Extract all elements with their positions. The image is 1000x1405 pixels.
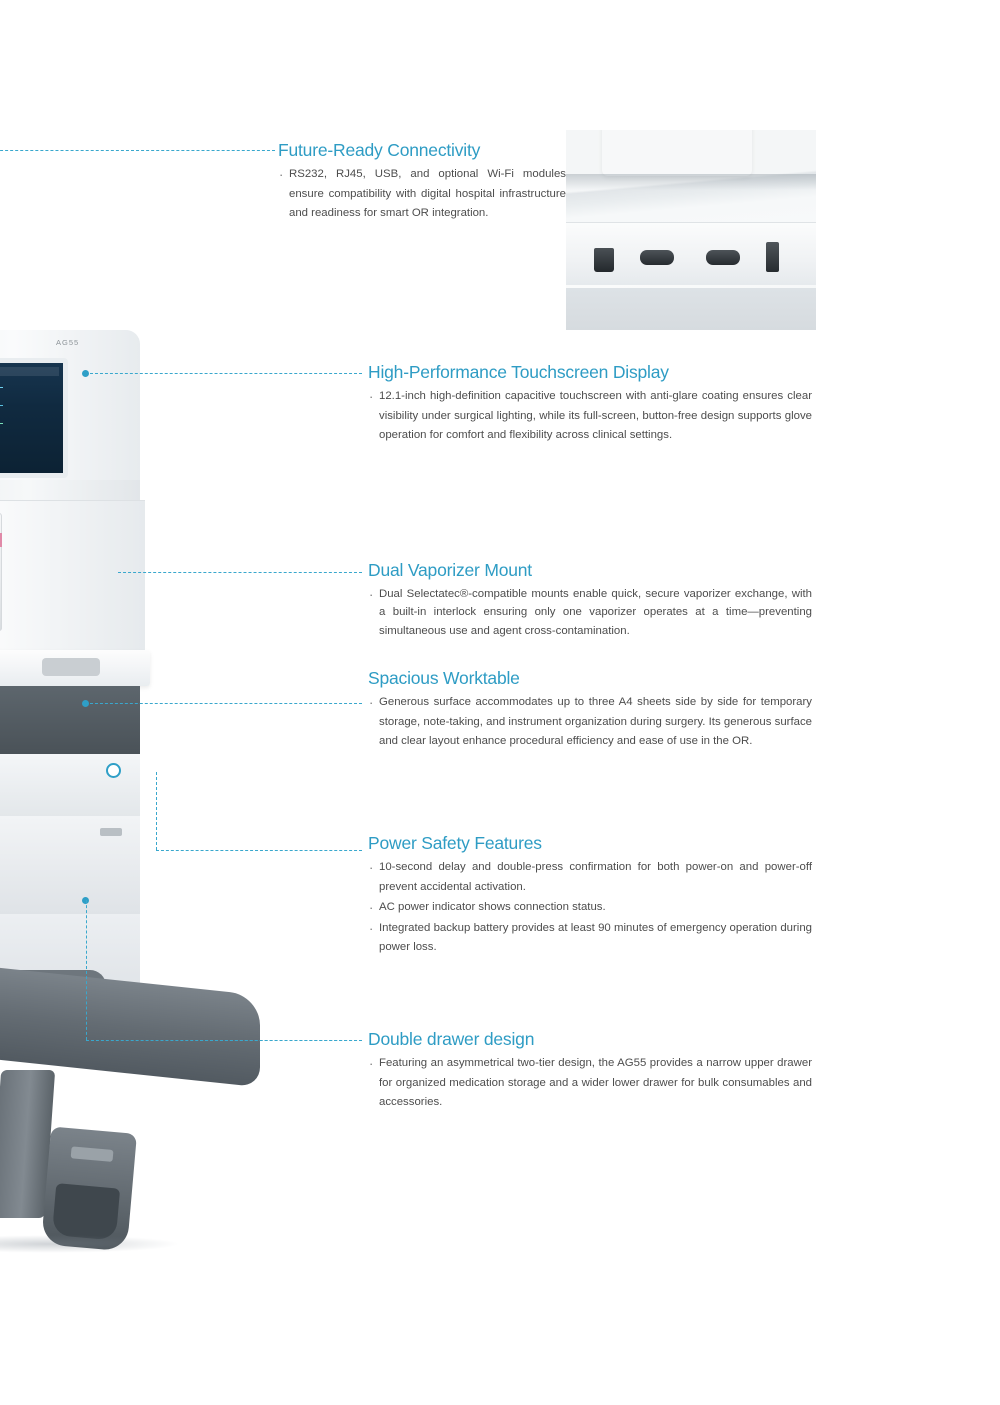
feature-power-safety (368, 833, 812, 959)
list-item: · Featuring an asymmetrical two-tier design, the AG55 provides a narrow upper drawer for organized medication storage and a wider lower drawer for bulk consumables and accessories. (368, 1054, 812, 1113)
touchscreen-content (0, 363, 63, 473)
leader-power (156, 850, 362, 851)
drawer-pull (100, 828, 122, 836)
feature-bullets-drawers (368, 1054, 812, 1113)
callout-dot-worktable (82, 700, 89, 707)
feature-title-vaporizer: Dual Vaporizer Mount (368, 560, 532, 580)
leader-drawers-vertical (86, 900, 87, 1040)
leader-vaporizer (118, 572, 362, 573)
rj45-port-icon (594, 248, 614, 272)
worktable-handle (42, 658, 100, 676)
vaporizer-right-color-band (0, 533, 2, 547)
leader-drawers-2 (200, 1040, 362, 1041)
list-item: · Dual Selectatec®-compatible mounts enable quick, secure vaporizer exchange, with a built-in interlock ensuring only one vaporizer operates at a time—preventing simultaneous use and agent cross-contamination. (368, 585, 812, 640)
usb-port-icon (766, 242, 779, 272)
caster-slot (71, 1146, 114, 1162)
feature-title-touchscreen: High-Performance Touchscreen Display (368, 362, 669, 382)
photo-shadow-band (566, 174, 816, 190)
feature-title-connectivity: Future-Ready Connectivity (278, 140, 481, 160)
feature-bullets-vaporizer (368, 585, 812, 640)
list-item: · 12.1-inch high-definition capacitive touchscreen with anti-glare coating ensures clear visibility under surgical lighting, while its full-screen, button-free design supports glove operation for comfort and flexibility across clinical settings. (368, 387, 812, 446)
feature-bullets-connectivity (278, 165, 566, 224)
photo-lower-band (566, 288, 816, 330)
floor-shadow (0, 1235, 180, 1253)
connector-panel-photo (566, 130, 816, 330)
control-panel (0, 686, 140, 754)
machine-foot (0, 965, 260, 1087)
rs232-port-icon (640, 250, 674, 265)
leader-connectivity (0, 150, 275, 151)
feature-vaporizer (368, 560, 812, 641)
feature-drawers (368, 1029, 812, 1114)
vaporizer-right (0, 513, 2, 631)
caster-wheel (41, 1126, 137, 1251)
callout-dot-power (106, 763, 121, 778)
upper-drawer (0, 754, 140, 817)
feature-bullets-power-safety (368, 858, 812, 958)
photo-top-block (602, 130, 752, 176)
feature-title-worktable: Spacious Worktable (368, 668, 520, 688)
machine-brand-label: AG55 (56, 338, 80, 347)
feature-bullets-worktable (368, 693, 812, 752)
leader-power-vertical (156, 772, 157, 850)
leader-touchscreen (90, 373, 362, 374)
feature-worktable (368, 668, 812, 753)
touchscreen-status-bar (0, 367, 59, 376)
feature-connectivity (278, 140, 566, 225)
machine-touchscreen (0, 358, 68, 478)
list-item: · AC power indicator shows connection status. (368, 898, 812, 918)
feature-title-power-safety: Power Safety Features (368, 833, 542, 853)
list-item: · Generous surface accommodates up to three A4 sheets side by side for temporary storage, note-taking, and instrument organization during surgery. Its generous surface and clear layout enhance procedural efficiency and ease of use in the OR. (368, 693, 812, 752)
list-item: · RS232, RJ45, USB, and optional Wi-Fi modules ensure compatibility with digital hospital infrastructure and readiness for smart OR integration. (278, 165, 566, 224)
feature-touchscreen (368, 362, 812, 447)
feature-bullets-touchscreen (368, 387, 812, 446)
anesthesia-machine-illustration (0, 330, 280, 1270)
list-item: · Integrated backup battery provides at least 90 minutes of emergency operation during power loss. (368, 919, 812, 958)
caster-lower (52, 1183, 120, 1240)
callout-dot-touchscreen (82, 370, 89, 377)
rs232-port-icon-2 (706, 250, 740, 265)
feature-title-drawers: Double drawer design (368, 1029, 535, 1049)
touchscreen-waveforms (0, 387, 3, 388)
leader-worktable (90, 703, 362, 704)
list-item: · 10-second delay and double-press confirmation for both power-on and power-off prevent accidental activation. (368, 858, 812, 897)
vaporizer-shelf (0, 500, 145, 651)
